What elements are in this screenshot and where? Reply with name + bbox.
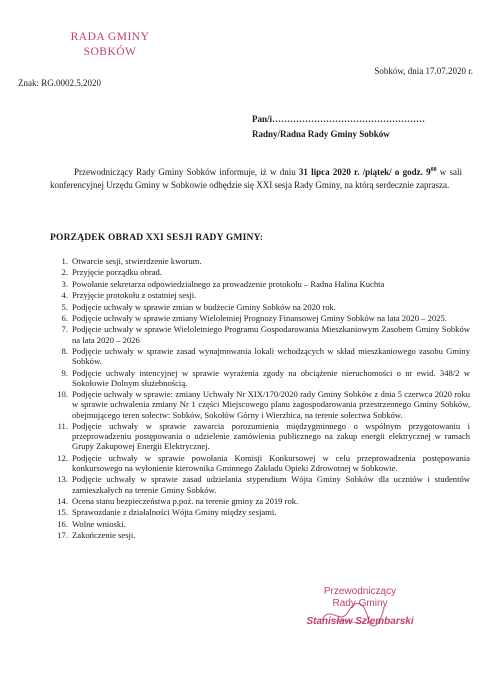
agenda-item-number: 14. bbox=[57, 495, 68, 506]
signature-title-2: Rady Gminy bbox=[332, 598, 388, 609]
agenda-item-number: 4. bbox=[61, 290, 68, 301]
agenda-item-text: Podjęcie uchwały w sprawie zasad wynajmowania lokali wchodzących w skład mieszkaniowego zasobu Gminy Sobków. bbox=[72, 345, 470, 367]
agenda-item-text: Podjęcie uchwały w sprawie zawarcia porozumienia międzygminnego o wspólnym przygotowaniu i przeprowadzeniu postępowania o udzielenie zamówienia publicznego na zakup energii elektrycznej w ramach Grupy Zakupowej Energii Elektrycznej. bbox=[72, 420, 470, 452]
agenda-item-number: 8. bbox=[61, 345, 68, 356]
addressee bbox=[252, 112, 425, 142]
agenda-item-number: 11. bbox=[57, 420, 68, 431]
agenda-item-text: Zakończenie sesji. bbox=[72, 530, 136, 541]
session-time-minutes: 00 bbox=[430, 167, 437, 173]
intro-part-1: Przewodniczący Rady Gminy Sobków informuje, iż w dniu bbox=[74, 167, 299, 177]
agenda-item bbox=[50, 474, 470, 494]
agenda-item-text: Podjęcie uchwały w sprawie: zmiany Uchwały Nr XIX/170/2020 rady Gminy Sobków z dnia 5 czerwca 2020 roku w sprawie uchwalenia zmiany Nr 1 części Miejscowego planu zagospodarowania przestrzennego Gminy Sobków, obejmującego teren sołectw: Sobków, Sokołów Górny i Wierzbica, na terenie sołectwa Sobków. bbox=[72, 389, 470, 420]
agenda-item-text: Wolne wnioski. bbox=[72, 518, 126, 529]
signature-title-1: Przewodniczący bbox=[323, 586, 397, 597]
agenda-item-number: 2. bbox=[61, 267, 68, 278]
addressee-line-2: Radny/Radna Rady Gminy Sobków bbox=[252, 129, 390, 139]
agenda-item-number: 3. bbox=[61, 278, 68, 289]
agenda-item bbox=[50, 368, 470, 388]
agenda-item bbox=[50, 279, 470, 289]
council-stamp bbox=[40, 30, 180, 60]
agenda-list bbox=[50, 256, 470, 541]
agenda-item bbox=[50, 507, 470, 517]
agenda-item bbox=[50, 389, 470, 420]
agenda-item bbox=[50, 290, 470, 300]
agenda-item bbox=[50, 324, 470, 344]
agenda-item-number: 5. bbox=[61, 301, 68, 312]
agenda-item-text: Przyjęcie porządku obrad. bbox=[72, 267, 162, 278]
agenda-item bbox=[50, 496, 470, 506]
place-date: Sobków, dnia 17.07.2020 r. bbox=[374, 66, 473, 76]
agenda-item bbox=[50, 256, 470, 266]
invitation-paragraph bbox=[50, 166, 462, 192]
agenda-item-number: 17. bbox=[57, 530, 68, 541]
stamp-line-1: RADA GMINY bbox=[70, 31, 150, 43]
session-date: 31 lipca 2020 r. /piątek/ bbox=[298, 167, 392, 177]
agenda-item bbox=[50, 453, 470, 473]
agenda-item bbox=[50, 267, 470, 277]
agenda-item-text: Podjęcie uchwały w sprawie powołania Komisji Konkursowej w celu przeprowadzenia postępowania konkursowego na wyłonienie kierownika Gminnego Zakładu Opieki Zdrowotnej w Sobkowie. bbox=[72, 452, 470, 473]
signature-name: Stanisław Szlembarski bbox=[306, 616, 414, 627]
agenda-title: PORZĄDEK OBRAD XXI SESJI RADY GMINY: bbox=[50, 233, 264, 243]
agenda-item-text: Podjęcie uchwały w sprawie zasad udzielania stypendium Wójta Gminy Sobków dla uczniów i studentów zamieszkałych na terenie Gminy Sobków. bbox=[72, 474, 470, 495]
agenda-item bbox=[50, 421, 470, 452]
agenda-item-number: 7. bbox=[61, 324, 68, 335]
agenda-item-text: Podjęcie uchwały w sprawie Wieloletniego Programu Gospodarowania Mieszkaniowym Zasobem Gminy Sobków na lata 2020 – 2026 bbox=[72, 324, 470, 345]
session-time-text: o godz. 9 bbox=[394, 167, 431, 177]
agenda-item bbox=[50, 313, 470, 323]
agenda-item-number: 6. bbox=[61, 312, 68, 323]
session-time bbox=[395, 167, 437, 177]
agenda-item-number: 12. bbox=[57, 452, 68, 463]
agenda-item-number: 15. bbox=[57, 507, 68, 518]
agenda-item-number: 16. bbox=[57, 518, 68, 529]
agenda-item bbox=[50, 346, 470, 366]
agenda-item-number: 9. bbox=[61, 367, 68, 378]
reference-number: Znak: RG.0002.5.2020 bbox=[18, 78, 101, 88]
agenda-item-text: Podjęcie uchwały w sprawie zmian w budżecie Gminy Sobków na 2020 rok. bbox=[72, 301, 336, 312]
addressee-line-1: Pan/i…………………………………………… bbox=[252, 114, 426, 124]
agenda-item-text: Przyjęcie protokołu z ostatniej sesji. bbox=[72, 290, 197, 301]
handwritten-signature bbox=[318, 600, 388, 630]
agenda-item-text: Powołanie sekretarza odpowiedzialnego za prowadzenie protokołu – Radna Halina Kuchta bbox=[72, 278, 385, 289]
agenda-item-text: Podjęcie uchwały w sprawie zmiany Wieloletniej Prognozy Finansowej Gminy Sobków na lata 2020 – 2025. bbox=[72, 312, 447, 323]
stamp-line-2: SOBKÓW bbox=[83, 46, 137, 58]
agenda-item bbox=[50, 302, 470, 312]
agenda-item-text: Otwarcie sesji, stwierdzenie kworum. bbox=[72, 256, 202, 266]
agenda-item-number: 13. bbox=[57, 474, 68, 485]
agenda-item bbox=[50, 519, 470, 529]
agenda-item-text: Podjęcie uchwały intencyjnej w sprawie wyrażenia zgody na obciążenie nieruchomości o nr ewid. 348/2 w Sokołowie Dolnym służebnością. bbox=[72, 367, 470, 388]
intro-part-3: w sali konferencyjnej Urzędu Gminy w Sobkowie odbędzie się XXI sesja Rady Gminy, na którą serdecznie zaprasza. bbox=[50, 167, 463, 190]
agenda-item-text: Ocena stanu bezpieczeństwa p.poż. na terenie gminy za 2019 rok. bbox=[72, 495, 299, 506]
agenda-item bbox=[50, 530, 470, 540]
agenda-item-text: Sprawozdanie z działalności Wójta Gminy między sesjami. bbox=[72, 507, 277, 518]
agenda-item-number: 10. bbox=[57, 389, 68, 400]
agenda-item-number: 1. bbox=[61, 256, 68, 266]
